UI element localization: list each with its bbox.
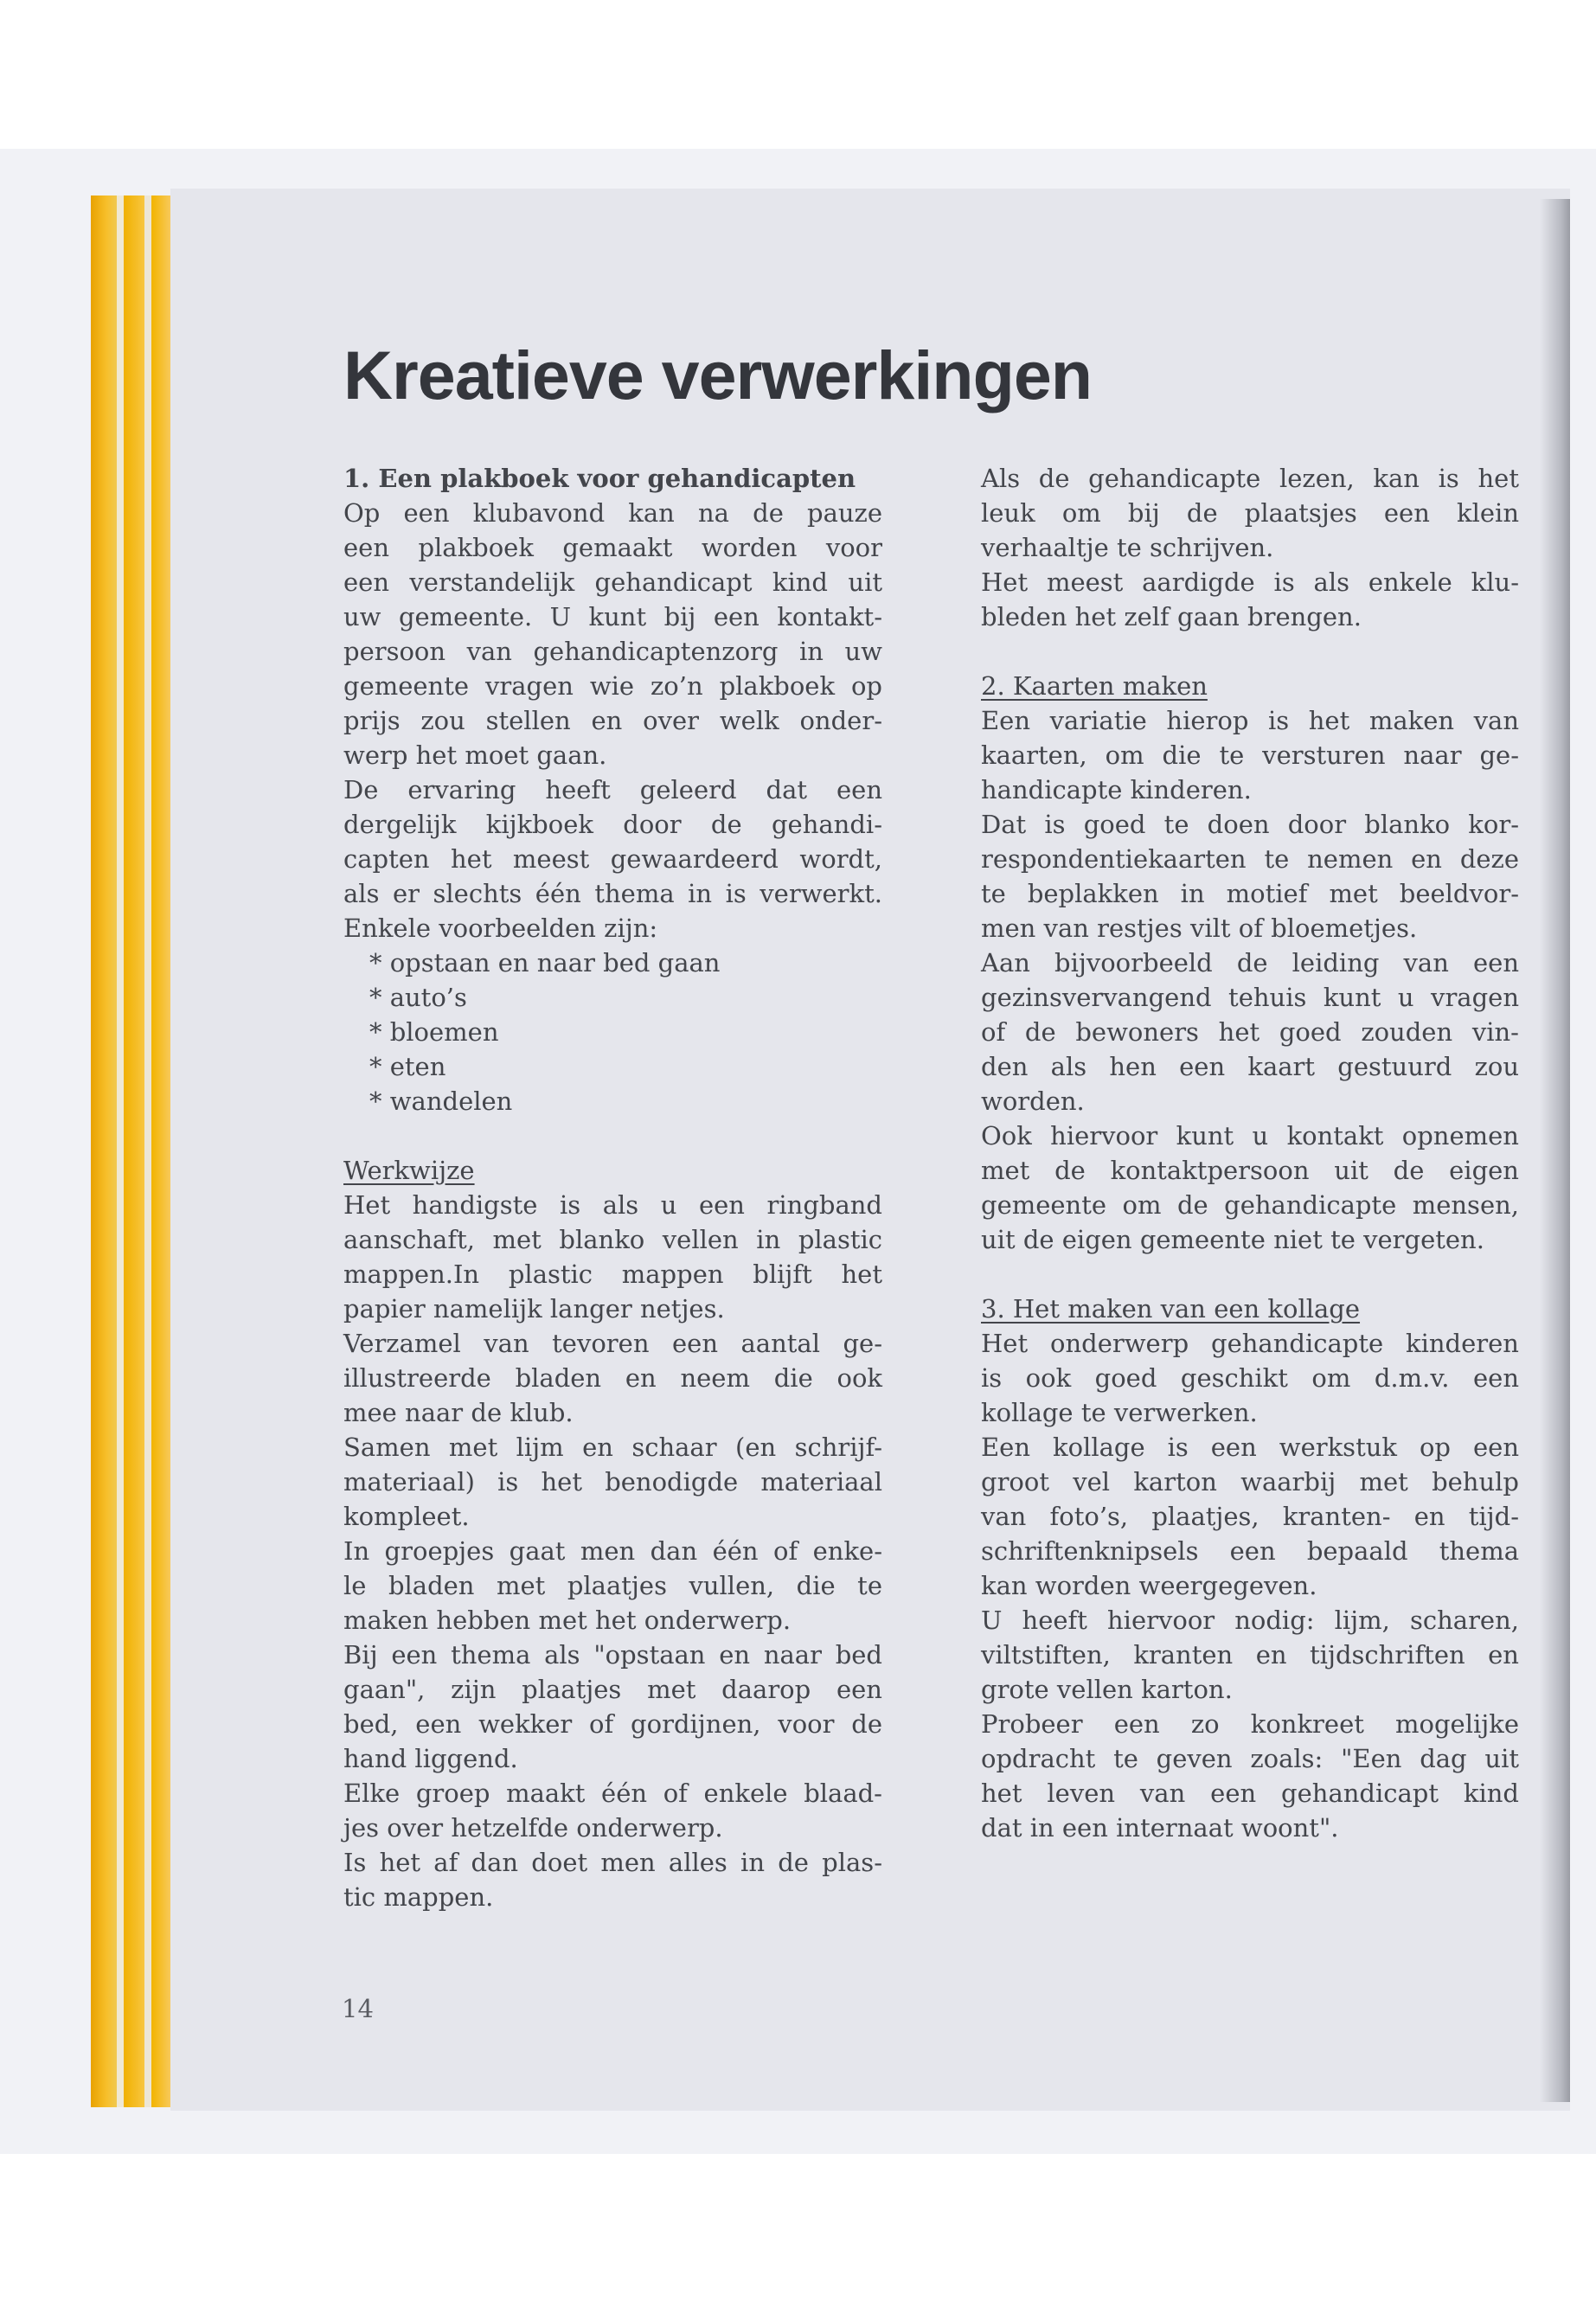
text-line: gemeente om de gehandicapte mensen, [981,1190,1519,1220]
list-item: * wandelen [369,1086,513,1116]
text-line: jes over hetzelfde onderwerp. [343,1813,723,1843]
text-line: In groepjes gaat men dan één of enke- [343,1536,882,1566]
text-line: is ook goed geschikt om d.m.v. een [981,1363,1519,1393]
text-line: persoon van gehandicaptenzorg in uw [343,637,882,666]
text-line: U heeft hiervoor nodig: lijm, scharen, [981,1606,1519,1635]
text-line: werp het moet gaan. [343,740,607,770]
text-line: materiaal) is het benodigde materiaal [343,1467,882,1497]
text-line: illustreerde bladen en neem die ook [343,1363,882,1393]
text-line: tic mappen. [343,1882,494,1912]
text-line: den als hen een kaart gestuurd zou [981,1052,1519,1081]
text-line: maken hebben met het onderwerp. [343,1606,792,1635]
page-number: 14 [342,1994,374,2023]
text-line: De ervaring heeft geleerd dat een [343,775,882,804]
text-line: Het handigste is als u een ringband [343,1190,882,1220]
text-line: als er slechts één thema in is verwerkt. [343,879,882,908]
text-line: mappen.In plastic mappen blijft het [343,1259,882,1289]
text-line: Bij een thema als "opstaan en naar bed [343,1640,882,1670]
section-heading-text: 2. Kaarten maken [981,671,1208,701]
text-line: Samen met lijm en schaar (en schrijf- [343,1433,882,1462]
text-line: respondentiekaarten te nemen en deze [981,844,1519,874]
list-item: * auto’s [369,983,467,1012]
spacer [343,1118,882,1153]
text-line: leuk om bij de plaatsjes een klein [981,498,1519,528]
text-line: Het onderwerp gehandicapte kinderen [981,1329,1519,1358]
text-line: men van restjes vilt of bloemetjes. [981,913,1418,943]
werkwijze-heading [343,1153,882,1188]
spacer [981,634,1519,669]
book-edge-yellow [151,195,170,2107]
text-line: Als de gehandicapte lezen, kan is het [981,464,1519,493]
text-line: Een kollage is een werkstuk op een [981,1433,1519,1462]
text-line: le bladen met plaatjes vullen, die te [343,1571,882,1600]
text-line: Ook hiervoor kunt u kontakt opnemen [981,1121,1519,1150]
text-line: papier namelijk langer netjes. [343,1294,725,1324]
text-line: verhaaltje te schrijven. [981,533,1274,562]
page-spine-shadow [1540,199,1570,2102]
text-line: Op een klubavond kan na de pauze [343,498,882,528]
text-line: of de bewoners het goed zouden vin- [981,1017,1519,1047]
text-line: schriftenknipsels een bepaald thema [981,1536,1519,1566]
text-line: kaarten, om die te versturen naar ge- [981,740,1519,770]
text-line: gaan", zijn plaatjes met daarop een [343,1675,882,1704]
werkwijze-heading-text: Werkwijze [343,1156,475,1185]
text-line: Verzamel van tevoren een aantal ge- [343,1329,882,1358]
text-line: gemeente vragen wie zo’n plakboek op [343,671,882,701]
text-line: grote vellen karton. [981,1675,1233,1704]
text-line: bed, een wekker of gordijnen, voor de [343,1709,882,1739]
text-line: Is het af dan doet men alles in de plas- [343,1848,882,1877]
text-line: een verstandelijk gehandicapt kind uit [343,567,882,597]
text-line: kompleet. [343,1502,470,1531]
text-line: het leven van een gehandicapt kind [981,1779,1519,1808]
book-edge-gap [117,195,124,2107]
text-line: aanschaft, met blanko vellen in plastic [343,1225,882,1254]
list-item: * opstaan en naar bed gaan [369,948,721,977]
right-column [981,461,1519,1845]
text-line: Het meest aardigde is als enkele klu- [981,567,1519,597]
page-title: Kreatieve verwerkingen [343,336,1093,413]
text-line: Aan bijvoorbeeld de leiding van een [981,948,1519,977]
book-edge-yellow [91,195,117,2107]
text-line: handicapte kinderen. [981,775,1252,804]
text-line: Elke groep maakt één of enkele blaad- [343,1779,882,1808]
text-line: met de kontaktpersoon uit de eigen [981,1156,1519,1185]
section-heading: 1. Een plakboek voor gehandicapten [343,464,856,493]
text-line: te beplakken in motief met beeldvor- [981,879,1519,908]
text-line: kollage te verwerken. [981,1398,1258,1427]
text-line: uw gemeente. U kunt bij een kontakt- [343,602,882,631]
text-line: kan worden weergegeven. [981,1571,1317,1600]
list-item: * eten [369,1052,446,1081]
text-line: Dat is goed te doen door blanko kor- [981,810,1519,839]
book-edge-gap [144,195,151,2107]
text-line: Probeer een zo konkreet mogelijke [981,1709,1519,1739]
text-line: worden. [981,1086,1085,1116]
text-line: mee naar de klub. [343,1398,574,1427]
text-line: dergelijk kijkboek door de gehandi- [343,810,882,839]
text-line: dat in een internaat woont". [981,1813,1339,1843]
text-line: Een variatie hierop is het maken van [981,706,1519,735]
text-line: hand liggend. [343,1744,518,1773]
left-column [343,461,882,1914]
book-edge-yellow [124,195,144,2107]
text-line: groot vel karton waarbij met behulp [981,1467,1519,1497]
text-line: een plakboek gemaakt worden voor [343,533,882,562]
spacer [981,1257,1519,1292]
text-line: van foto’s, plaatjes, kranten- en tijd- [981,1502,1519,1531]
text-line: uit de eigen gemeente niet te vergeten. [981,1225,1484,1254]
text-line: opdracht te geven zoals: "Een dag uit [981,1744,1519,1773]
text-line: gezinsvervangend tehuis kunt u vragen [981,983,1519,1012]
text-line: prijs zou stellen en over welk onder- [343,706,882,735]
section-heading [981,669,1519,703]
section-heading [981,1292,1519,1326]
text-line: capten het meest gewaardeerd wordt, [343,844,882,874]
text-line: bleden het zelf gaan brengen. [981,602,1362,631]
section-heading-text: 3. Het maken van een kollage [981,1294,1361,1324]
text-line: Enkele voorbeelden zijn: [343,913,658,943]
list-item: * bloemen [369,1017,499,1047]
text-line: viltstiften, kranten en tijdschriften en [981,1640,1519,1670]
